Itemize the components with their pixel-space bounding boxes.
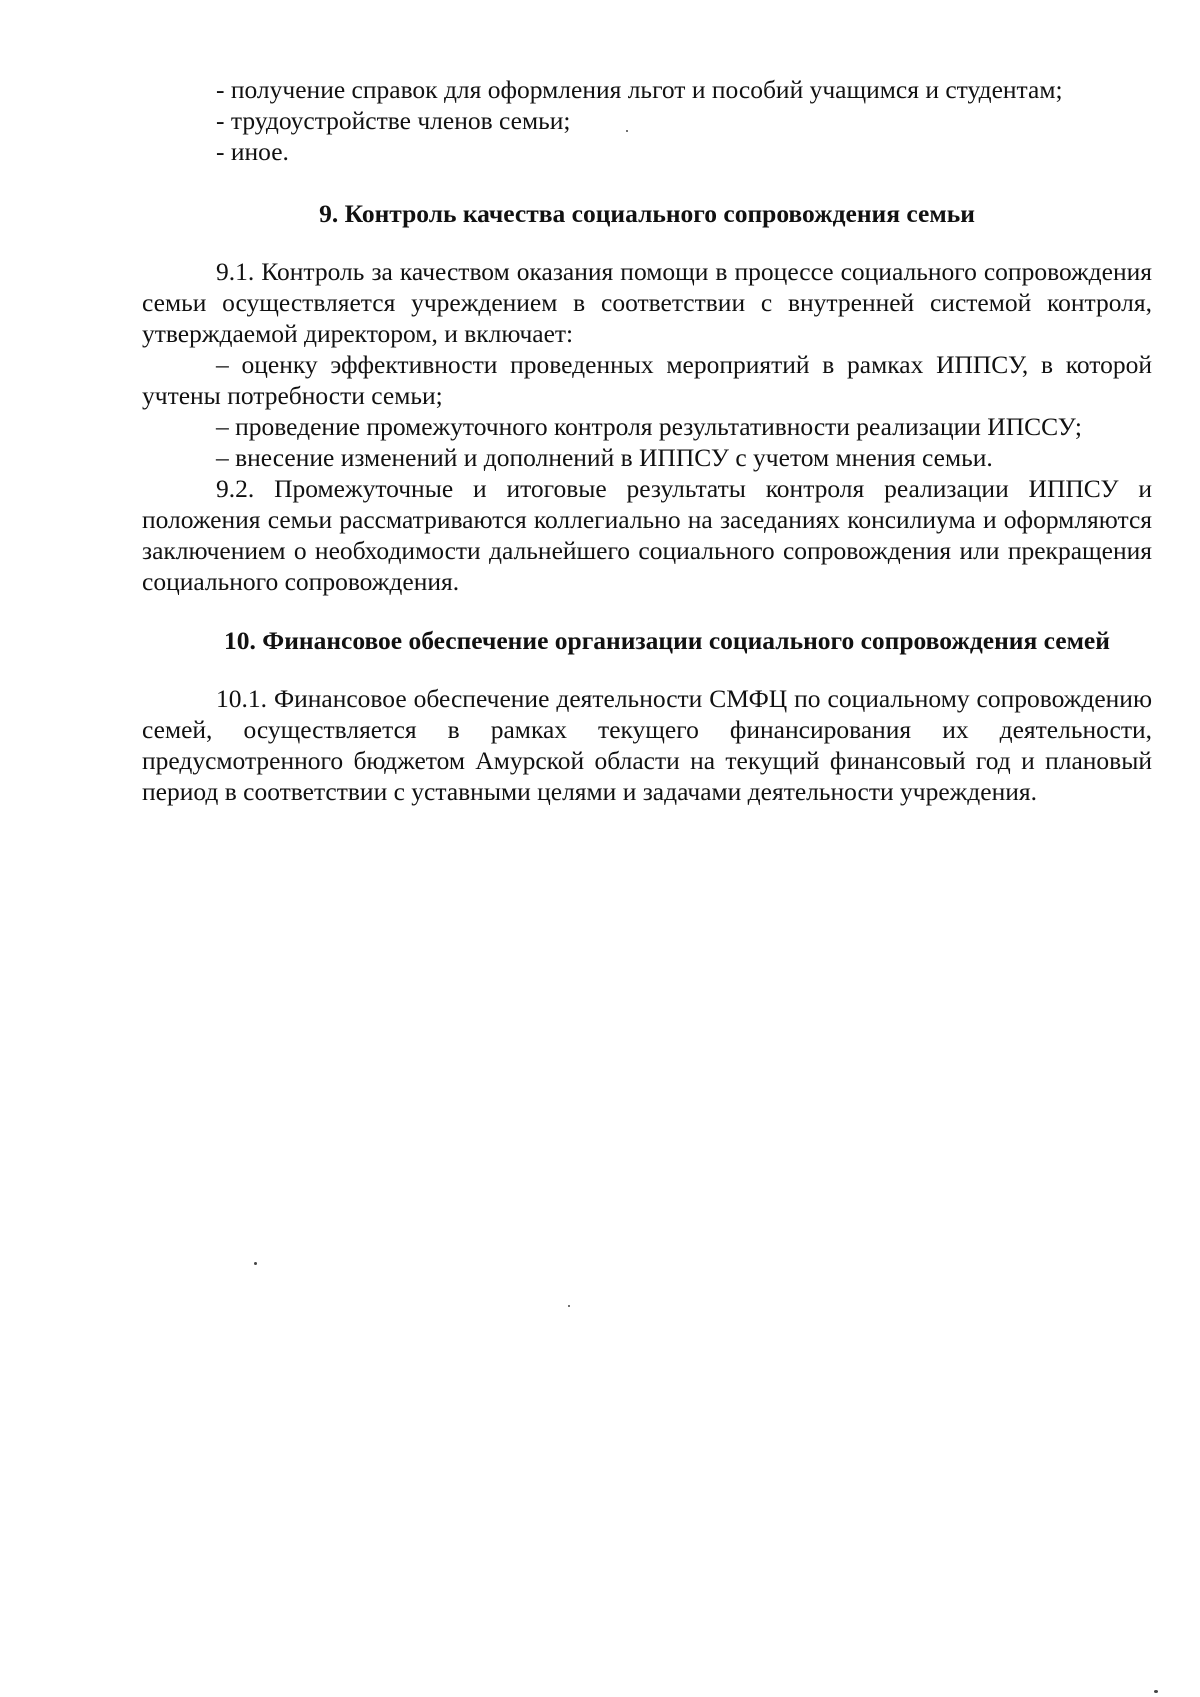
document-body [142,74,1152,807]
scan-speck [568,1305,570,1307]
scan-speck [1154,1690,1158,1693]
scan-speck [254,1262,257,1265]
section-10-heading: 10. Финансовое обеспечение организации социального сопровождения семей [224,626,1110,655]
section-9-heading: 9. Контроль качества социального сопровождения семьи [319,199,975,228]
list-item: – внесение изменений и дополнений в ИППСУ с учетом мнения семьи. [216,443,993,472]
list-item: - иное. [216,137,289,166]
list-item: – проведение промежуточного контроля результативности реализации ИПССУ; [216,412,1082,441]
paragraph-9-2: 9.2. Промежуточные и итоговые результаты контроля реализации ИППСУ и положения семьи рассматриваются коллегиально на заседаниях консилиума и оформляются заключением о необходимости дальнейшего социального сопровождения или прекращения социального сопровождения. [142,474,1152,596]
paragraph-10-1: 10.1. Финансовое обеспечение деятельности СМФЦ по социальному сопровождению семей, осуществляется в рамках текущего финансирования их деятельности, предусмотренного бюджетом Амурской области на текущий финансовый год и плановый период в соответствии с уставными целями и задачами деятельности учреждения. [142,684,1152,806]
list-item: - трудоустройстве членов семьи; [216,106,571,135]
list-item: – оценку эффективности проведенных мероприятий в рамках ИППСУ, в которой учтены потребности семьи; [142,350,1152,410]
list-item: - получение справок для оформления льгот и пособий учащимся и студентам; [216,75,1063,104]
scan-speck [626,130,628,132]
paragraph-9-1: 9.1. Контроль за качеством оказания помощи в процессе социального сопровождения семьи осуществляется учреждением в соответствии с внутренней системой контроля, утверждаемой директором, и включает: [142,257,1152,348]
